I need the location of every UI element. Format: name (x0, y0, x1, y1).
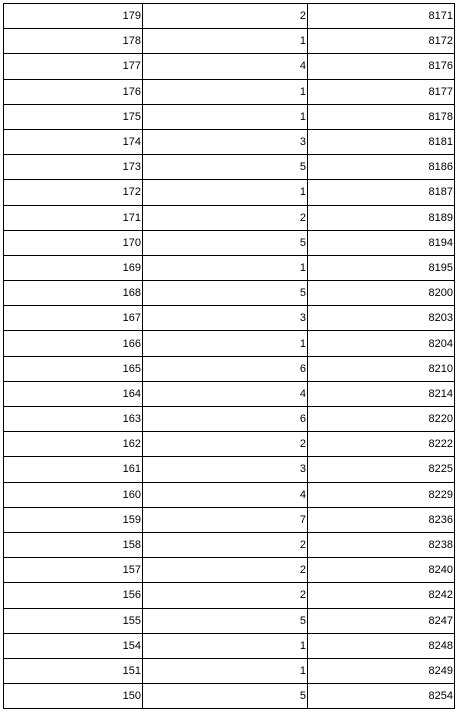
count-cell: 2 (143, 4, 308, 29)
score-cell: 166 (4, 331, 143, 356)
table-row (4, 155, 455, 180)
count-cell: 4 (143, 54, 308, 79)
table-row (4, 432, 455, 457)
table-row (4, 331, 455, 356)
score-cell: 156 (4, 583, 143, 608)
cumulative-cell: 8186 (308, 155, 455, 180)
cumulative-cell: 8249 (308, 658, 455, 683)
score-cell: 176 (4, 79, 143, 104)
cumulative-cell: 8171 (308, 4, 455, 29)
score-cell: 170 (4, 230, 143, 255)
count-cell: 2 (143, 583, 308, 608)
cumulative-cell: 8189 (308, 205, 455, 230)
score-cell: 175 (4, 104, 143, 129)
count-cell: 1 (143, 633, 308, 658)
count-cell: 2 (143, 432, 308, 457)
score-cell: 179 (4, 4, 143, 29)
score-cell: 172 (4, 180, 143, 205)
score-cell: 163 (4, 407, 143, 432)
score-cell: 155 (4, 608, 143, 633)
cumulative-cell: 8222 (308, 432, 455, 457)
cumulative-cell: 8181 (308, 129, 455, 154)
count-cell: 3 (143, 129, 308, 154)
score-cell: 151 (4, 658, 143, 683)
cumulative-cell: 8204 (308, 331, 455, 356)
score-cell: 174 (4, 129, 143, 154)
table-row (4, 583, 455, 608)
cumulative-cell: 8225 (308, 457, 455, 482)
count-cell: 1 (143, 29, 308, 54)
table-row (4, 608, 455, 633)
count-cell: 3 (143, 306, 308, 331)
count-cell: 2 (143, 532, 308, 557)
score-cell: 164 (4, 381, 143, 406)
table-row (4, 356, 455, 381)
count-cell: 1 (143, 658, 308, 683)
cumulative-cell: 8178 (308, 104, 455, 129)
count-cell: 1 (143, 79, 308, 104)
table-row (4, 482, 455, 507)
cumulative-cell: 8172 (308, 29, 455, 54)
cumulative-cell: 8220 (308, 407, 455, 432)
score-cell: 178 (4, 29, 143, 54)
score-cell: 150 (4, 684, 143, 709)
table-row (4, 457, 455, 482)
table-row (4, 684, 455, 709)
score-cell: 171 (4, 205, 143, 230)
cumulative-cell: 8177 (308, 79, 455, 104)
table-row (4, 532, 455, 557)
count-cell: 1 (143, 180, 308, 205)
count-cell: 5 (143, 281, 308, 306)
cumulative-cell: 8248 (308, 633, 455, 658)
score-cell: 160 (4, 482, 143, 507)
cumulative-cell: 8176 (308, 54, 455, 79)
score-cell: 159 (4, 507, 143, 532)
cumulative-cell: 8203 (308, 306, 455, 331)
cumulative-cell: 8210 (308, 356, 455, 381)
count-cell: 5 (143, 230, 308, 255)
table-row (4, 558, 455, 583)
table-row (4, 79, 455, 104)
score-cell: 154 (4, 633, 143, 658)
count-cell: 3 (143, 457, 308, 482)
score-cell: 173 (4, 155, 143, 180)
table-row (4, 180, 455, 205)
cumulative-cell: 8236 (308, 507, 455, 532)
cumulative-cell: 8194 (308, 230, 455, 255)
table-row (4, 255, 455, 280)
table-row (4, 104, 455, 129)
table-row (4, 306, 455, 331)
table-row (4, 129, 455, 154)
score-cell: 165 (4, 356, 143, 381)
table-row (4, 54, 455, 79)
table-row (4, 633, 455, 658)
score-cell: 167 (4, 306, 143, 331)
score-cell: 177 (4, 54, 143, 79)
table-row (4, 29, 455, 54)
table-row (4, 281, 455, 306)
table-row (4, 658, 455, 683)
table-row (4, 407, 455, 432)
table-row (4, 205, 455, 230)
count-cell: 2 (143, 558, 308, 583)
score-cell: 168 (4, 281, 143, 306)
cumulative-cell: 8247 (308, 608, 455, 633)
count-cell: 4 (143, 381, 308, 406)
cumulative-cell: 8229 (308, 482, 455, 507)
count-cell: 5 (143, 608, 308, 633)
count-cell: 4 (143, 482, 308, 507)
count-cell: 1 (143, 331, 308, 356)
cumulative-cell: 8200 (308, 281, 455, 306)
score-cell: 157 (4, 558, 143, 583)
count-cell: 1 (143, 104, 308, 129)
table-row (4, 381, 455, 406)
table-row (4, 230, 455, 255)
count-cell: 6 (143, 356, 308, 381)
count-cell: 1 (143, 255, 308, 280)
count-cell: 6 (143, 407, 308, 432)
cumulative-cell: 8254 (308, 684, 455, 709)
score-cell: 162 (4, 432, 143, 457)
score-table (3, 3, 455, 709)
cumulative-cell: 8240 (308, 558, 455, 583)
count-cell: 5 (143, 684, 308, 709)
table-row (4, 4, 455, 29)
cumulative-cell: 8214 (308, 381, 455, 406)
count-cell: 7 (143, 507, 308, 532)
table-row (4, 507, 455, 532)
cumulative-cell: 8238 (308, 532, 455, 557)
cumulative-cell: 8242 (308, 583, 455, 608)
score-cell: 158 (4, 532, 143, 557)
cumulative-cell: 8195 (308, 255, 455, 280)
count-cell: 2 (143, 205, 308, 230)
table-body (4, 4, 455, 709)
score-cell: 169 (4, 255, 143, 280)
score-cell: 161 (4, 457, 143, 482)
count-cell: 5 (143, 155, 308, 180)
cumulative-cell: 8187 (308, 180, 455, 205)
